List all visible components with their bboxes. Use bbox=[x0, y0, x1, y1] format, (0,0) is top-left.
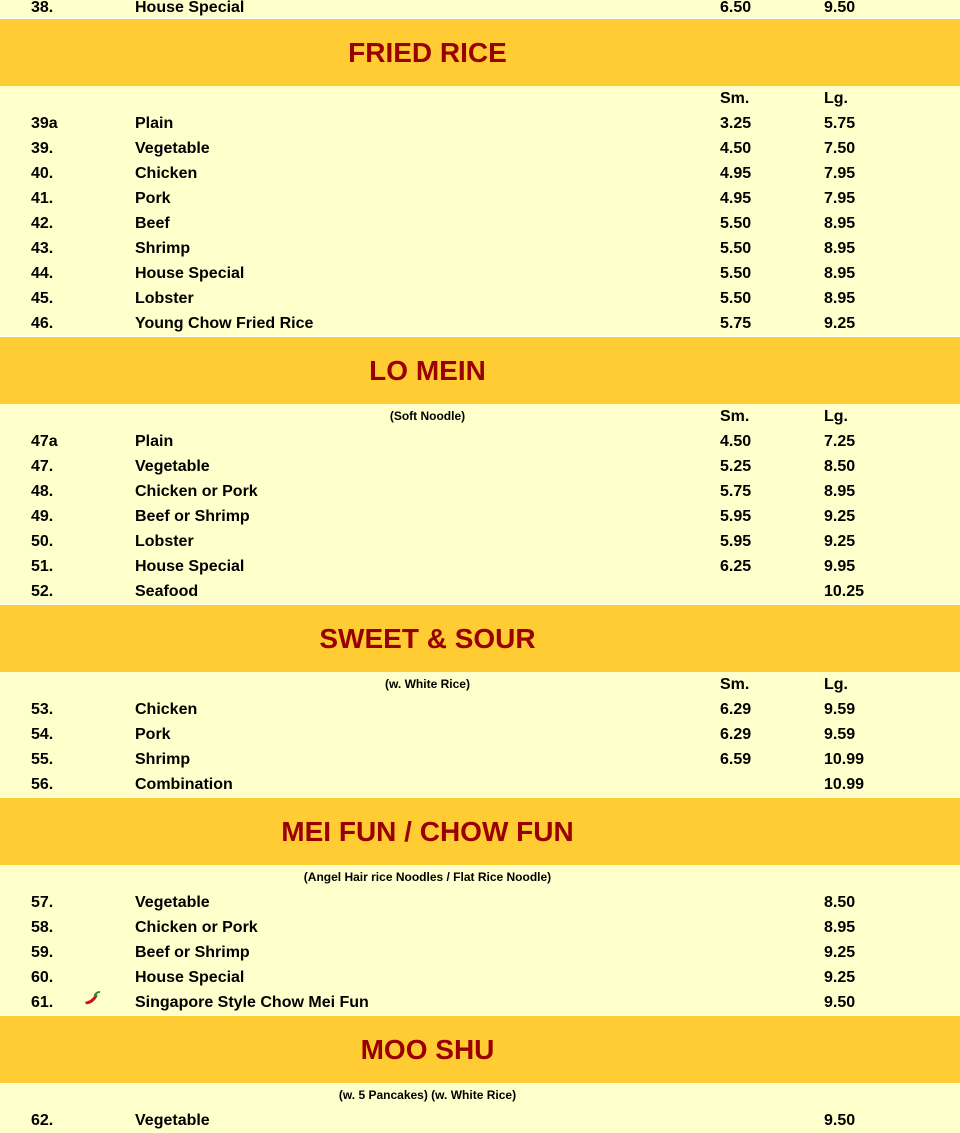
item-name: Beef or Shrimp bbox=[135, 508, 250, 525]
item-name: Vegetable bbox=[135, 894, 210, 911]
item-name: Chicken or Pork bbox=[135, 483, 258, 500]
small-price: 5.50 bbox=[720, 215, 752, 232]
menu-item-row bbox=[0, 772, 960, 797]
large-price: 9.25 bbox=[824, 944, 856, 961]
item-number: 39. bbox=[31, 140, 54, 157]
item-name: Combination bbox=[135, 776, 233, 793]
section-note: (w. 5 Pancakes) (w. White Rice) bbox=[338, 1088, 517, 1102]
large-price: 9.25 bbox=[824, 533, 856, 550]
item-number: 59. bbox=[31, 944, 54, 961]
menu-item-row bbox=[0, 136, 960, 161]
small-price: 3.25 bbox=[720, 115, 752, 132]
hot-pepper-icon bbox=[82, 990, 102, 1016]
small-price: 4.50 bbox=[720, 140, 752, 157]
large-size-label: Lg. bbox=[824, 90, 848, 107]
large-price: 7.50 bbox=[824, 140, 856, 157]
item-name: Vegetable bbox=[135, 1112, 210, 1129]
large-price: 9.25 bbox=[824, 508, 856, 525]
large-price: 9.95 bbox=[824, 558, 856, 575]
menu-section bbox=[0, 336, 960, 604]
section-subheader bbox=[0, 865, 960, 890]
large-price: 8.95 bbox=[824, 290, 856, 307]
large-size-label: Lg. bbox=[824, 408, 848, 425]
section-note: (w. White Rice) bbox=[385, 677, 470, 691]
item-number: 60. bbox=[31, 969, 54, 986]
item-name: Lobster bbox=[135, 290, 194, 307]
large-price: 7.95 bbox=[824, 165, 856, 182]
large-price: 8.50 bbox=[824, 458, 856, 475]
small-price: 5.50 bbox=[720, 240, 752, 257]
item-name: Pork bbox=[135, 190, 171, 207]
item-name: Shrimp bbox=[135, 240, 191, 257]
menu-item-row bbox=[0, 311, 960, 336]
menu-item-row bbox=[0, 697, 960, 722]
item-name: Lobster bbox=[135, 533, 194, 550]
item-number: 38. bbox=[31, 0, 54, 16]
large-price: 10.99 bbox=[824, 776, 865, 793]
menu-item-row bbox=[0, 890, 960, 915]
item-number: 41. bbox=[31, 190, 54, 207]
item-name: Shrimp bbox=[135, 751, 191, 768]
menu-section bbox=[0, 604, 960, 797]
section-subheader bbox=[0, 404, 960, 429]
section-title: LO MEIN bbox=[369, 354, 486, 386]
item-number: 47. bbox=[31, 458, 54, 475]
large-price: 7.95 bbox=[824, 190, 856, 207]
large-price: 9.50 bbox=[824, 1112, 856, 1129]
menu-item-row bbox=[0, 211, 960, 236]
menu-item-row bbox=[0, 529, 960, 554]
menu-item-row bbox=[0, 186, 960, 211]
large-price: 7.25 bbox=[824, 433, 856, 450]
small-price: 6.59 bbox=[720, 751, 752, 768]
item-number: 48. bbox=[31, 483, 54, 500]
item-name: Young Chow Fried Rice bbox=[135, 315, 314, 332]
small-price: 5.95 bbox=[720, 508, 752, 525]
item-number: 61. bbox=[31, 994, 54, 1011]
large-price: 9.59 bbox=[824, 726, 856, 743]
menu-item-row bbox=[0, 965, 960, 990]
small-price: 4.50 bbox=[720, 433, 752, 450]
large-price: 5.75 bbox=[824, 115, 856, 132]
section-subheader bbox=[0, 1083, 960, 1108]
large-price: 9.50 bbox=[824, 0, 856, 16]
item-number: 50. bbox=[31, 533, 54, 550]
menu-item-row bbox=[0, 429, 960, 454]
item-name: Beef or Shrimp bbox=[135, 944, 250, 961]
menu-item-row bbox=[0, 1108, 960, 1133]
item-name: Chicken or Pork bbox=[135, 919, 258, 936]
menu-item-row bbox=[0, 990, 960, 1015]
menu-item-row bbox=[0, 236, 960, 261]
small-price: 5.75 bbox=[720, 483, 752, 500]
menu-item-row bbox=[0, 261, 960, 286]
item-name: Plain bbox=[135, 433, 174, 450]
item-number: 52. bbox=[31, 583, 54, 600]
menu-item-row bbox=[0, 747, 960, 772]
item-number: 55. bbox=[31, 751, 54, 768]
small-price: 4.95 bbox=[720, 165, 752, 182]
small-price: 5.50 bbox=[720, 290, 752, 307]
item-number: 47a bbox=[31, 433, 58, 450]
item-name: Seafood bbox=[135, 583, 199, 600]
large-price: 8.95 bbox=[824, 215, 856, 232]
section-subheader bbox=[0, 86, 960, 111]
menu-item-row bbox=[0, 479, 960, 504]
large-price: 8.95 bbox=[824, 483, 856, 500]
large-price: 9.25 bbox=[824, 315, 856, 332]
item-number: 56. bbox=[31, 776, 54, 793]
large-price: 9.25 bbox=[824, 969, 856, 986]
menu-item-row bbox=[0, 0, 960, 18]
small-price: 6.50 bbox=[720, 0, 752, 16]
item-name: Chicken bbox=[135, 165, 198, 182]
large-price: 9.50 bbox=[824, 994, 856, 1011]
item-number: 42. bbox=[31, 215, 54, 232]
section-title: MEI FUN / CHOW FUN bbox=[281, 815, 574, 847]
item-name: House Special bbox=[135, 265, 245, 282]
section-subheader bbox=[0, 672, 960, 697]
item-number: 62. bbox=[31, 1112, 54, 1129]
section-header-band bbox=[0, 18, 960, 86]
item-name: Pork bbox=[135, 726, 171, 743]
large-price: 8.50 bbox=[824, 894, 856, 911]
menu-section bbox=[0, 1015, 960, 1133]
item-name: House Special bbox=[135, 0, 245, 16]
item-number: 45. bbox=[31, 290, 54, 307]
menu-item-row bbox=[0, 286, 960, 311]
item-name: Vegetable bbox=[135, 140, 210, 157]
item-name: House Special bbox=[135, 558, 245, 575]
small-price: 6.29 bbox=[720, 726, 752, 743]
menu-item-row bbox=[0, 504, 960, 529]
menu-item-row bbox=[0, 111, 960, 136]
section-title: FRIED RICE bbox=[348, 36, 507, 68]
item-number: 44. bbox=[31, 265, 54, 282]
small-price: 5.50 bbox=[720, 265, 752, 282]
large-price: 10.25 bbox=[824, 583, 865, 600]
section-header-band bbox=[0, 797, 960, 865]
section-title: MOO SHU bbox=[360, 1033, 495, 1065]
small-size-label: Sm. bbox=[720, 90, 750, 107]
small-size-label: Sm. bbox=[720, 676, 750, 693]
menu-section bbox=[0, 797, 960, 1015]
item-name: Plain bbox=[135, 115, 174, 132]
section-header-band bbox=[0, 604, 960, 672]
item-number: 39a bbox=[31, 115, 58, 132]
small-price: 5.95 bbox=[720, 533, 752, 550]
menu-item-row bbox=[0, 940, 960, 965]
item-number: 40. bbox=[31, 165, 54, 182]
item-number: 51. bbox=[31, 558, 54, 575]
item-name: Chicken bbox=[135, 701, 198, 718]
item-number: 49. bbox=[31, 508, 54, 525]
small-price: 5.75 bbox=[720, 315, 752, 332]
section-header-band bbox=[0, 1015, 960, 1083]
section-title: SWEET & SOUR bbox=[319, 622, 536, 654]
large-price: 8.95 bbox=[824, 919, 856, 936]
small-price: 6.29 bbox=[720, 701, 752, 718]
small-size-label: Sm. bbox=[720, 408, 750, 425]
menu-item-row bbox=[0, 579, 960, 604]
menu-item-row bbox=[0, 454, 960, 479]
large-price: 9.59 bbox=[824, 701, 856, 718]
section-note: (Soft Noodle) bbox=[389, 409, 466, 423]
item-number: 53. bbox=[31, 701, 54, 718]
section-header-band bbox=[0, 336, 960, 404]
menu-item-row bbox=[0, 554, 960, 579]
item-number: 57. bbox=[31, 894, 54, 911]
large-size-label: Lg. bbox=[824, 676, 848, 693]
menu-item-row bbox=[0, 722, 960, 747]
small-price: 5.25 bbox=[720, 458, 752, 475]
large-price: 8.95 bbox=[824, 265, 856, 282]
item-number: 43. bbox=[31, 240, 54, 257]
item-number: 58. bbox=[31, 919, 54, 936]
item-number: 46. bbox=[31, 315, 54, 332]
menu-item-row bbox=[0, 915, 960, 940]
large-price: 8.95 bbox=[824, 240, 856, 257]
item-name: Vegetable bbox=[135, 458, 210, 475]
item-number: 54. bbox=[31, 726, 54, 743]
section-note: (Angel Hair rice Noodles / Flat Rice Noodle) bbox=[303, 870, 552, 884]
small-price: 6.25 bbox=[720, 558, 752, 575]
menu-section bbox=[0, 18, 960, 336]
item-name: House Special bbox=[135, 969, 245, 986]
item-name: Singapore Style Chow Mei Fun bbox=[135, 994, 369, 1011]
large-price: 10.99 bbox=[824, 751, 865, 768]
item-name: Beef bbox=[135, 215, 170, 232]
small-price: 4.95 bbox=[720, 190, 752, 207]
menu-item-row bbox=[0, 161, 960, 186]
